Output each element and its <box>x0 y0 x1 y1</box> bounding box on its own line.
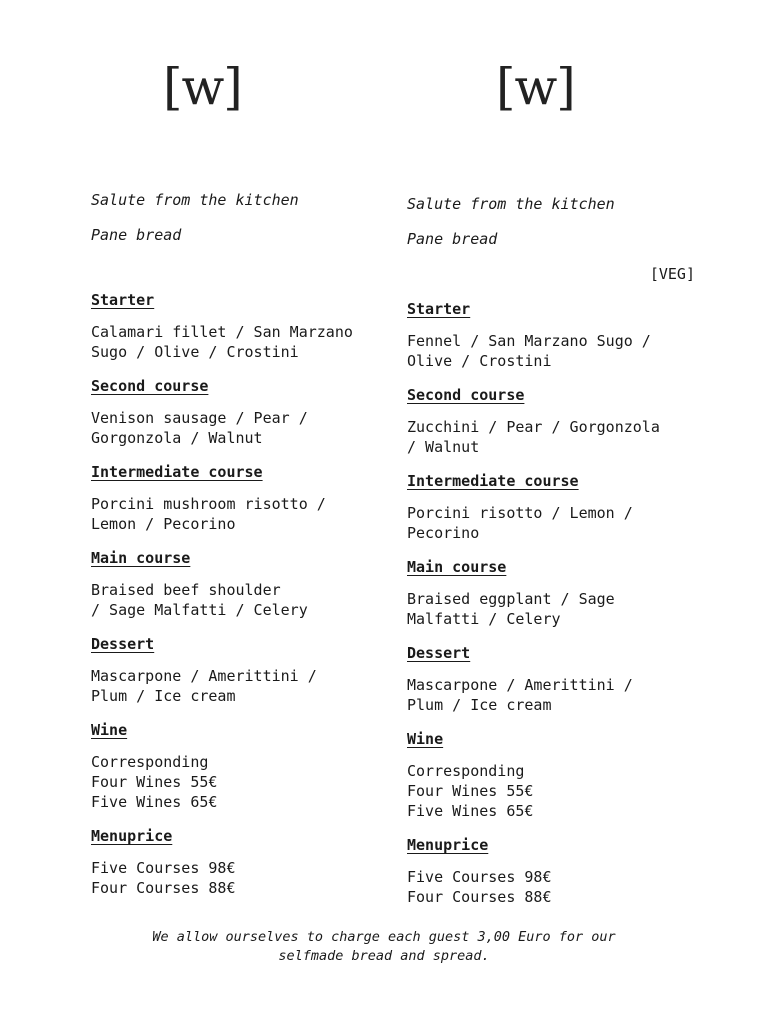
course-heading: Dessert <box>407 644 471 662</box>
dish-line: Fennel / San Marzano Sugo / <box>407 332 651 350</box>
course-items <box>407 589 697 629</box>
veg-tag: [VEG] <box>649 265 695 283</box>
dish-line: Plum / Ice cream <box>91 687 236 705</box>
course-heading: Wine <box>91 721 128 739</box>
course-heading: Second course <box>91 377 209 395</box>
dish-line: Braised beef shoulder <box>91 581 281 599</box>
course-heading: Intermediate course <box>407 472 579 490</box>
course-items <box>407 503 697 543</box>
course-heading: Menuprice <box>407 836 489 854</box>
menu-sections <box>407 299 697 907</box>
dish-line: Corresponding <box>407 762 525 780</box>
course-heading: Wine <box>407 730 444 748</box>
course-heading: Main course <box>407 558 507 576</box>
footer-line: selfmade bread and spread. <box>278 948 490 964</box>
course-items <box>91 408 381 448</box>
dish-line: Braised eggplant / Sage <box>407 590 615 608</box>
dish-line: Corresponding <box>91 753 209 771</box>
course-items <box>91 752 381 812</box>
course-items <box>407 675 697 715</box>
course-items <box>91 666 381 706</box>
dish-line: Five Courses 98€ <box>407 868 552 886</box>
course-heading: Starter <box>91 291 155 309</box>
dish-line: Gorgonzola / Walnut <box>91 429 263 447</box>
footer-line: We allow ourselves to charge each guest 3,00 Euro for our <box>152 929 616 945</box>
course-heading: Second course <box>407 386 525 404</box>
dish-line: Venison sausage / Pear / <box>91 409 308 427</box>
dish-line: Four Courses 88€ <box>407 888 552 906</box>
dish-line: / Walnut <box>407 438 480 456</box>
dish-line: Calamari fillet / San Marzano <box>91 323 353 341</box>
dish-line: Pecorino <box>407 524 480 542</box>
course-items <box>91 858 381 898</box>
intro-line: Pane bread <box>407 230 498 248</box>
bread-charge-note <box>0 928 768 966</box>
dish-line: Five Courses 98€ <box>91 859 236 877</box>
menu-column-vegetarian <box>407 194 697 921</box>
dish-line: Four Courses 88€ <box>91 879 236 897</box>
dish-line: Porcini mushroom risotto / <box>91 495 326 513</box>
dish-line: Four Wines 55€ <box>407 782 534 800</box>
restaurant-logo-right: [w] <box>496 58 575 116</box>
course-heading: Menuprice <box>91 827 173 845</box>
intro-line: Pane bread <box>91 226 182 244</box>
restaurant-logo-left: [w] <box>163 58 242 116</box>
dish-line: / Sage Malfatti / Celery <box>91 601 308 619</box>
dish-line: Lemon / Pecorino <box>91 515 236 533</box>
course-heading: Dessert <box>91 635 155 653</box>
dish-line: Five Wines 65€ <box>91 793 218 811</box>
course-heading: Intermediate course <box>91 463 263 481</box>
course-items <box>91 580 381 620</box>
dish-line: Five Wines 65€ <box>407 802 534 820</box>
dish-line: Sugo / Olive / Crostini <box>91 343 299 361</box>
menu-sections <box>91 290 381 898</box>
course-heading: Starter <box>407 300 471 318</box>
intro-line: Salute from the kitchen <box>407 195 615 213</box>
course-items <box>407 417 697 457</box>
dish-line: Malfatti / Celery <box>407 610 561 628</box>
dish-line: Four Wines 55€ <box>91 773 218 791</box>
course-items <box>91 494 381 534</box>
dish-line: Plum / Ice cream <box>407 696 552 714</box>
dish-line: Porcini risotto / Lemon / <box>407 504 633 522</box>
dish-line: Zucchini / Pear / Gorgonzola <box>407 418 660 436</box>
dish-line: Mascarpone / Amerittini / <box>91 667 317 685</box>
intro-line: Salute from the kitchen <box>91 191 299 209</box>
course-items <box>407 331 697 371</box>
course-items <box>407 761 697 821</box>
course-heading: Main course <box>91 549 191 567</box>
course-items <box>91 322 381 362</box>
dish-line: Mascarpone / Amerittini / <box>407 676 633 694</box>
course-items <box>407 867 697 907</box>
menu-column-regular <box>91 190 381 912</box>
dish-line: Olive / Crostini <box>407 352 552 370</box>
